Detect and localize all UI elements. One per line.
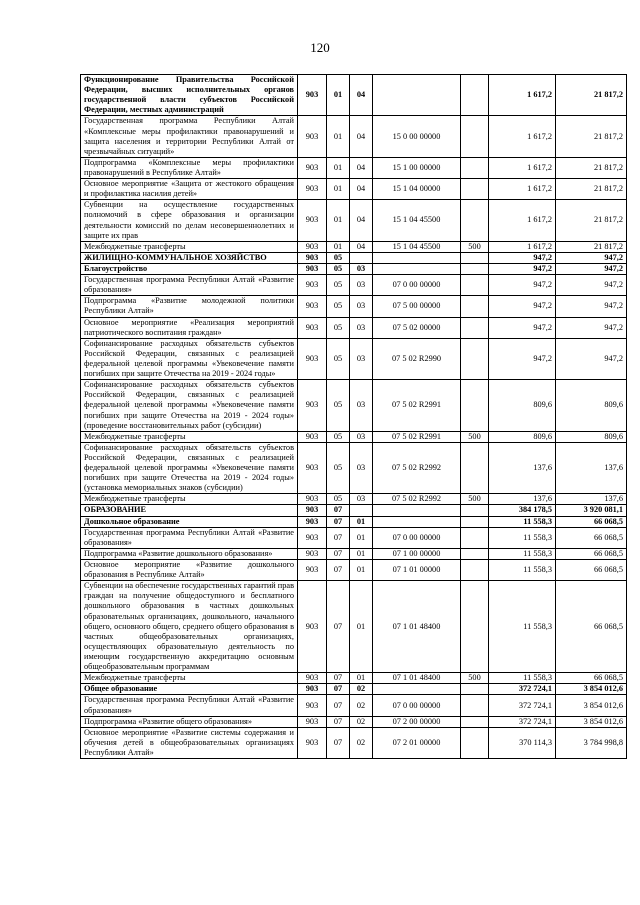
row-section-code: 07: [327, 581, 350, 673]
row-section-code: 05: [327, 338, 350, 379]
row-gr-code: 903: [298, 442, 327, 494]
page-number: 120: [310, 40, 330, 55]
row-section-code: 01: [327, 75, 350, 116]
row-target-article: 07 2 01 00000: [373, 727, 461, 758]
row-target-article: 15 1 04 45500: [373, 241, 461, 252]
row-name: Благоустройство: [81, 263, 298, 274]
row-amount-1: 947,2: [489, 252, 556, 263]
row-subsection-code: 04: [350, 75, 373, 116]
row-name: Основное мероприятие «Защита от жестокого обращения и профилактика насилия детей»: [81, 179, 298, 200]
row-amount-1: 1 617,2: [489, 179, 556, 200]
row-amount-2: 66 068,5: [556, 581, 627, 673]
row-amount-1: 947,2: [489, 296, 556, 317]
row-gr-code: 903: [298, 695, 327, 716]
row-amount-1: 372 724,1: [489, 716, 556, 727]
row-section-code: 01: [327, 179, 350, 200]
row-expense-type: [461, 560, 489, 581]
row-name: ЖИЛИЩНО-КОММУНАЛЬНОЕ ХОЗЯЙСТВО: [81, 252, 298, 263]
row-amount-1: 809,6: [489, 431, 556, 442]
row-section-code: 05: [327, 252, 350, 263]
row-target-article: 07 5 02 R2992: [373, 494, 461, 505]
row-amount-2: 947,2: [556, 296, 627, 317]
row-expense-type: [461, 179, 489, 200]
table-row: [81, 380, 627, 432]
row-name: Межбюджетные трансферты: [81, 494, 298, 505]
row-amount-1: 137,6: [489, 442, 556, 494]
row-subsection-code: 02: [350, 684, 373, 695]
row-gr-code: 903: [298, 275, 327, 296]
row-gr-code: 903: [298, 338, 327, 379]
table-row: [81, 505, 627, 516]
row-gr-code: 903: [298, 716, 327, 727]
row-name: ОБРАЗОВАНИЕ: [81, 505, 298, 516]
row-expense-type: [461, 581, 489, 673]
row-amount-2: 947,2: [556, 275, 627, 296]
row-gr-code: 903: [298, 252, 327, 263]
row-amount-2: 3 854 012,6: [556, 684, 627, 695]
row-target-article: [373, 516, 461, 527]
row-name: Государственная программа Республики Алтай «Комплексные меры профилактики правонарушений и защита населения и территории Республики Алтай от чрезвычайных ситуаций»: [81, 116, 298, 157]
row-subsection-code: 03: [350, 317, 373, 338]
row-amount-2: 947,2: [556, 252, 627, 263]
row-gr-code: 903: [298, 727, 327, 758]
row-gr-code: 903: [298, 380, 327, 432]
row-amount-1: 1 617,2: [489, 200, 556, 241]
row-name: Межбюджетные трансферты: [81, 673, 298, 684]
row-section-code: 05: [327, 296, 350, 317]
row-amount-2: 3 854 012,6: [556, 716, 627, 727]
row-amount-2: 947,2: [556, 263, 627, 274]
row-amount-2: 137,6: [556, 442, 627, 494]
row-name: Подпрограмма «Комплексные меры профилактики правонарушений в Республике Алтай»: [81, 157, 298, 178]
row-gr-code: 903: [298, 527, 327, 548]
row-expense-type: 500: [461, 673, 489, 684]
row-expense-type: [461, 695, 489, 716]
row-expense-type: [461, 75, 489, 116]
row-amount-1: 947,2: [489, 263, 556, 274]
row-amount-2: 809,6: [556, 431, 627, 442]
table-row: [81, 527, 627, 548]
row-amount-2: 66 068,5: [556, 548, 627, 559]
row-subsection-code: 01: [350, 527, 373, 548]
row-subsection-code: 03: [350, 431, 373, 442]
row-expense-type: [461, 200, 489, 241]
row-expense-type: [461, 275, 489, 296]
row-amount-1: 11 558,3: [489, 673, 556, 684]
row-subsection-code: 04: [350, 157, 373, 178]
row-target-article: 07 5 02 R2991: [373, 431, 461, 442]
table-row: [81, 727, 627, 758]
row-target-article: 07 0 00 00000: [373, 695, 461, 716]
row-gr-code: 903: [298, 516, 327, 527]
row-expense-type: [461, 252, 489, 263]
row-expense-type: 500: [461, 431, 489, 442]
row-amount-2: 3 784 998,8: [556, 727, 627, 758]
row-target-article: [373, 684, 461, 695]
row-amount-2: 21 817,2: [556, 116, 627, 157]
row-section-code: 07: [327, 716, 350, 727]
row-expense-type: [461, 684, 489, 695]
row-target-article: [373, 505, 461, 516]
row-target-article: 07 5 02 R2991: [373, 380, 461, 432]
row-subsection-code: 03: [350, 275, 373, 296]
row-amount-1: 372 724,1: [489, 695, 556, 716]
row-amount-2: 3 920 081,1: [556, 505, 627, 516]
row-section-code: 05: [327, 431, 350, 442]
row-expense-type: [461, 296, 489, 317]
row-section-code: 01: [327, 157, 350, 178]
row-section-code: 07: [327, 727, 350, 758]
row-amount-2: 3 854 012,6: [556, 695, 627, 716]
row-target-article: 07 1 01 48400: [373, 673, 461, 684]
row-amount-1: 1 617,2: [489, 75, 556, 116]
budget-table: [80, 74, 627, 759]
row-subsection-code: 03: [350, 442, 373, 494]
row-amount-1: 809,6: [489, 380, 556, 432]
row-amount-1: 370 114,3: [489, 727, 556, 758]
row-amount-1: 947,2: [489, 317, 556, 338]
row-gr-code: 903: [298, 673, 327, 684]
row-amount-1: 11 558,3: [489, 527, 556, 548]
row-subsection-code: [350, 252, 373, 263]
row-subsection-code: 01: [350, 516, 373, 527]
row-target-article: 07 1 01 00000: [373, 560, 461, 581]
row-section-code: 05: [327, 494, 350, 505]
row-section-code: 01: [327, 200, 350, 241]
row-amount-1: 11 558,3: [489, 548, 556, 559]
row-expense-type: [461, 716, 489, 727]
row-gr-code: 903: [298, 200, 327, 241]
row-amount-2: 137,6: [556, 494, 627, 505]
budget-table-body: [81, 75, 627, 759]
table-row: [81, 252, 627, 263]
row-amount-1: 1 617,2: [489, 116, 556, 157]
row-target-article: 07 0 00 00000: [373, 527, 461, 548]
row-amount-1: 947,2: [489, 338, 556, 379]
row-amount-2: 21 817,2: [556, 157, 627, 178]
table-row: [81, 695, 627, 716]
row-expense-type: 500: [461, 494, 489, 505]
row-name: Основное мероприятие «Развитие дошкольного образования в Республике Алтай»: [81, 560, 298, 581]
table-row: [81, 338, 627, 379]
row-name: Основное мероприятие «Реализация мероприятий патриотического воспитания граждан»: [81, 317, 298, 338]
row-target-article: 15 1 04 00000: [373, 179, 461, 200]
row-subsection-code: 01: [350, 548, 373, 559]
row-target-article: 07 1 01 48400: [373, 581, 461, 673]
row-name: Государственная программа Республики Алтай «Развитие образования»: [81, 275, 298, 296]
row-amount-2: 21 817,2: [556, 75, 627, 116]
row-amount-2: 21 817,2: [556, 179, 627, 200]
table-row: [81, 716, 627, 727]
row-subsection-code: 01: [350, 581, 373, 673]
row-target-article: 07 5 00 00000: [373, 296, 461, 317]
row-gr-code: 903: [298, 116, 327, 157]
row-amount-1: 137,6: [489, 494, 556, 505]
row-name: Софинансирование расходных обязательств субъектов Российской Федерации, связанных с реализацией федеральной целевой программы «Увековечение памяти погибших при защите Отечества на 2019 - 2024 годы» (проведение восстановительных работ (субсидии): [81, 380, 298, 432]
row-amount-2: 21 817,2: [556, 241, 627, 252]
row-amount-1: 384 178,5: [489, 505, 556, 516]
row-amount-1: 947,2: [489, 275, 556, 296]
row-section-code: 07: [327, 673, 350, 684]
row-gr-code: 903: [298, 548, 327, 559]
row-name: Общее образование: [81, 684, 298, 695]
table-row: [81, 116, 627, 157]
row-expense-type: [461, 727, 489, 758]
row-expense-type: [461, 527, 489, 548]
row-amount-1: 11 558,3: [489, 560, 556, 581]
row-subsection-code: 01: [350, 673, 373, 684]
row-subsection-code: 02: [350, 727, 373, 758]
row-name: Субвенции на обеспечение государственных гарантий прав граждан на получение общедоступного и бесплатного дошкольного образования в частных дошкольных образовательных организациях, дошкольного, начального общего, основного общего, среднего общего образования в частных общеобразовательных организациях, осуществляющих образовательную деятельность по имеющим государственную аккредитацию основным общеобразовательным программам: [81, 581, 298, 673]
row-amount-2: 66 068,5: [556, 527, 627, 548]
row-target-article: 07 0 00 00000: [373, 275, 461, 296]
row-name: Межбюджетные трансферты: [81, 241, 298, 252]
row-amount-2: 947,2: [556, 338, 627, 379]
row-target-article: 15 1 04 45500: [373, 200, 461, 241]
table-row: [81, 317, 627, 338]
row-gr-code: 903: [298, 684, 327, 695]
row-target-article: 07 5 02 R2992: [373, 442, 461, 494]
row-section-code: 07: [327, 505, 350, 516]
row-subsection-code: 01: [350, 560, 373, 581]
row-subsection-code: [350, 505, 373, 516]
row-target-article: 07 5 02 00000: [373, 317, 461, 338]
table-row: [81, 673, 627, 684]
row-amount-1: 1 617,2: [489, 157, 556, 178]
row-amount-2: 66 068,5: [556, 516, 627, 527]
row-target-article: 07 2 00 00000: [373, 716, 461, 727]
row-name: Подпрограмма «Развитие молодежной политики Республики Алтай»: [81, 296, 298, 317]
table-row: [81, 157, 627, 178]
table-row: [81, 75, 627, 116]
row-expense-type: [461, 505, 489, 516]
row-subsection-code: 04: [350, 179, 373, 200]
row-name: Государственная программа Республики Алтай «Развитие образования»: [81, 527, 298, 548]
row-gr-code: 903: [298, 505, 327, 516]
row-amount-1: 11 558,3: [489, 581, 556, 673]
row-amount-2: 21 817,2: [556, 200, 627, 241]
row-gr-code: 903: [298, 296, 327, 317]
table-row: [81, 494, 627, 505]
row-expense-type: 500: [461, 241, 489, 252]
table-row: [81, 263, 627, 274]
table-row: [81, 241, 627, 252]
row-target-article: 15 1 00 00000: [373, 157, 461, 178]
row-name: Подпрограмма «Развитие дошкольного образования»: [81, 548, 298, 559]
row-subsection-code: 03: [350, 338, 373, 379]
row-section-code: 07: [327, 516, 350, 527]
row-name: Дошкольное образование: [81, 516, 298, 527]
table-row: [81, 516, 627, 527]
table-row: [81, 560, 627, 581]
row-section-code: 07: [327, 548, 350, 559]
row-section-code: 05: [327, 275, 350, 296]
row-target-article: 07 5 02 R2990: [373, 338, 461, 379]
row-target-article: 07 1 00 00000: [373, 548, 461, 559]
row-gr-code: 903: [298, 263, 327, 274]
row-expense-type: [461, 338, 489, 379]
row-expense-type: [461, 317, 489, 338]
row-amount-2: 809,6: [556, 380, 627, 432]
row-section-code: 01: [327, 116, 350, 157]
row-expense-type: [461, 157, 489, 178]
row-name: Софинансирование расходных обязательств субъектов Российской Федерации, связанных с реализацией федеральной целевой программы «Увековечение памяти погибших при защите Отечества на 2019 - 2024 годы» (установка мемориальных знаков (субсидии): [81, 442, 298, 494]
row-amount-1: 11 558,3: [489, 516, 556, 527]
table-row: [81, 200, 627, 241]
row-expense-type: [461, 380, 489, 432]
row-section-code: 05: [327, 263, 350, 274]
row-subsection-code: 04: [350, 116, 373, 157]
row-amount-2: 947,2: [556, 317, 627, 338]
row-expense-type: [461, 442, 489, 494]
row-expense-type: [461, 516, 489, 527]
row-name: Межбюджетные трансферты: [81, 431, 298, 442]
row-subsection-code: 03: [350, 380, 373, 432]
row-target-article: 15 0 00 00000: [373, 116, 461, 157]
row-gr-code: 903: [298, 494, 327, 505]
row-section-code: 01: [327, 241, 350, 252]
row-gr-code: 903: [298, 157, 327, 178]
row-gr-code: 903: [298, 75, 327, 116]
table-row: [81, 442, 627, 494]
row-section-code: 05: [327, 442, 350, 494]
table-row: [81, 548, 627, 559]
table-row: [81, 296, 627, 317]
row-subsection-code: 03: [350, 296, 373, 317]
row-subsection-code: 02: [350, 695, 373, 716]
row-expense-type: [461, 116, 489, 157]
row-target-article: [373, 75, 461, 116]
row-gr-code: 903: [298, 241, 327, 252]
row-subsection-code: 03: [350, 494, 373, 505]
row-name: Функционирование Правительства Российской Федерации, высших исполнительных органов государственной власти субъектов Российской Федерации, местных администраций: [81, 75, 298, 116]
row-subsection-code: 03: [350, 263, 373, 274]
row-expense-type: [461, 548, 489, 559]
row-name: Субвенции на осуществление государственных полномочий в сфере образования и организации деятельности комиссий по делам несовершеннолетних и защите их прав: [81, 200, 298, 241]
row-section-code: 07: [327, 560, 350, 581]
row-target-article: [373, 263, 461, 274]
row-section-code: 07: [327, 527, 350, 548]
row-gr-code: 903: [298, 317, 327, 338]
row-name: Софинансирование расходных обязательств субъектов Российской Федерации, связанных с реализацией федеральной целевой программы «Увековечение памяти погибших при защите Отечества на 2019 - 2024 годы»: [81, 338, 298, 379]
row-section-code: 07: [327, 695, 350, 716]
row-amount-2: 66 068,5: [556, 560, 627, 581]
row-gr-code: 903: [298, 431, 327, 442]
row-amount-1: 372 724,1: [489, 684, 556, 695]
row-subsection-code: 04: [350, 200, 373, 241]
row-name: Государственная программа Республики Алтай «Развитие образования»: [81, 695, 298, 716]
row-section-code: 07: [327, 684, 350, 695]
row-amount-2: 66 068,5: [556, 673, 627, 684]
table-row: [81, 179, 627, 200]
row-amount-1: 1 617,2: [489, 241, 556, 252]
table-row: [81, 581, 627, 673]
row-name: Основное мероприятие «Развитие системы содержания и обучения детей в общеобразовательных организациях Республики Алтай»: [81, 727, 298, 758]
row-gr-code: 903: [298, 581, 327, 673]
row-expense-type: [461, 263, 489, 274]
table-row: [81, 431, 627, 442]
row-subsection-code: 02: [350, 716, 373, 727]
row-section-code: 05: [327, 317, 350, 338]
row-section-code: 05: [327, 380, 350, 432]
row-name: Подпрограмма «Развитие общего образования»: [81, 716, 298, 727]
table-row: [81, 275, 627, 296]
row-gr-code: 903: [298, 560, 327, 581]
row-subsection-code: 04: [350, 241, 373, 252]
row-gr-code: 903: [298, 179, 327, 200]
row-target-article: [373, 252, 461, 263]
table-row: [81, 684, 627, 695]
